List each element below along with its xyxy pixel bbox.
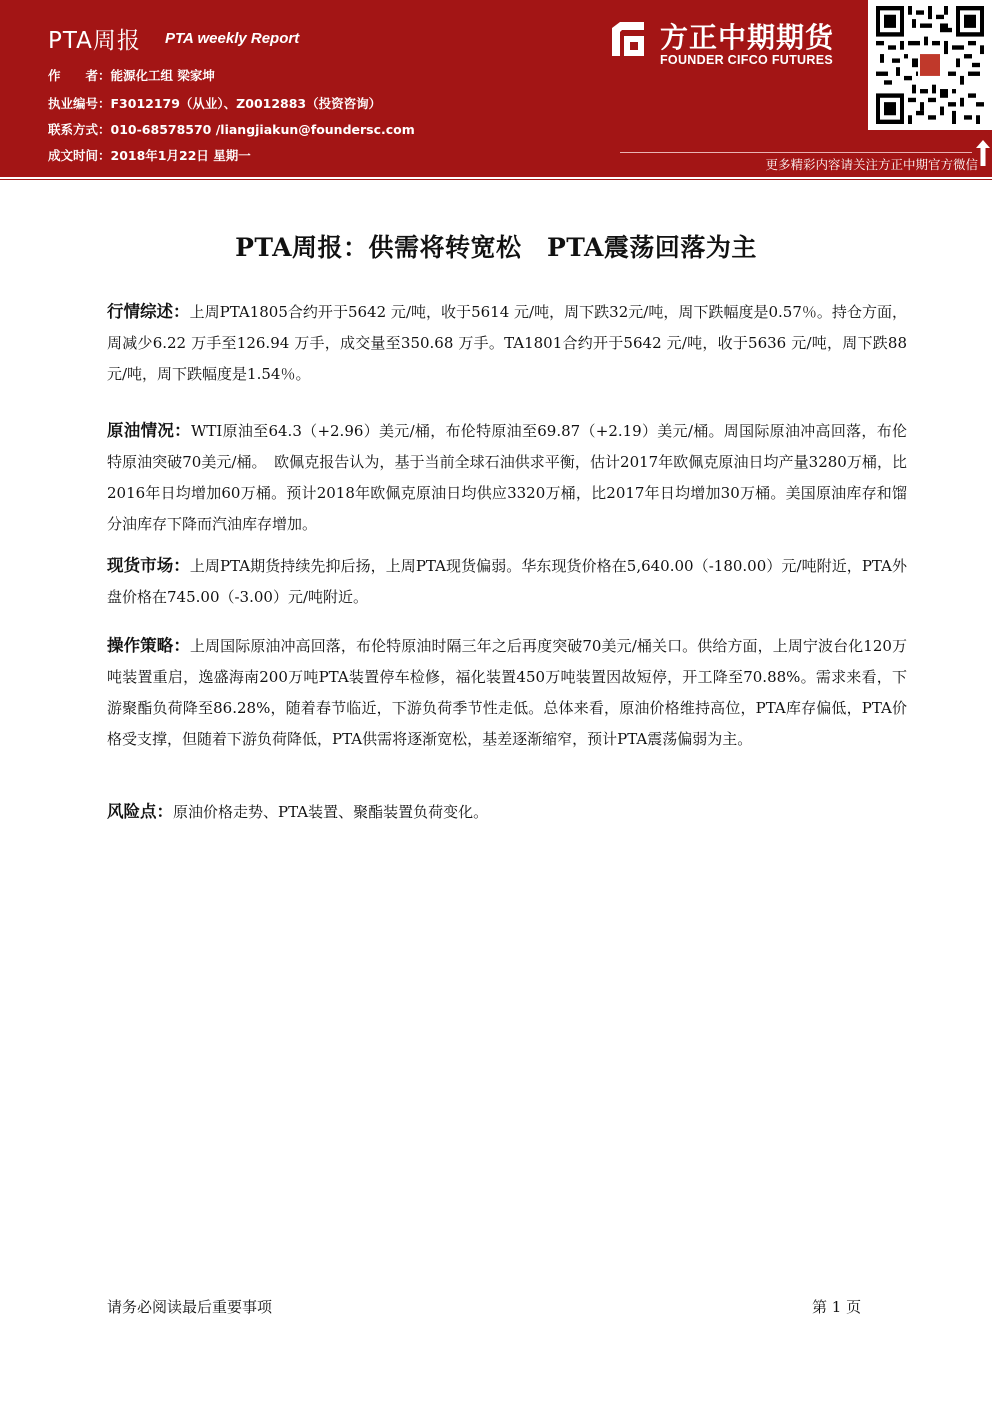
- section-market-overview: [107, 296, 907, 390]
- page-number: 第 1 页: [812, 1298, 862, 1316]
- report-type-subtitle: PTA weekly Report: [165, 30, 300, 47]
- section-label: 原油情况：: [107, 421, 191, 440]
- author-value: 能源化工组 梁家坤: [110, 68, 215, 83]
- license-label: 执业编号：: [48, 96, 111, 111]
- contact-line: [48, 120, 415, 138]
- document-title: PTA周报：供需将转宽松 PTA震荡回落为主: [235, 233, 757, 262]
- wechat-qr-code: [868, 0, 992, 130]
- section-text: 上周PTA期货持续先抑后扬，上周PTA现货偏弱。华东现货价格在5,640.00（-180.00）元/吨附近，PTA外盘价格在745.00（-3.00）元/吨附近。: [107, 557, 907, 606]
- qr-code-icon: [876, 6, 984, 124]
- footer-notice: 请务必阅读最后重要事项: [107, 1298, 273, 1316]
- section-text: 原油价格走势、PTA装置、聚酯装置负荷变化。: [173, 803, 489, 821]
- report-type-title: PTA周报: [48, 28, 141, 54]
- wechat-follow-text: 更多精彩内容请关注方正中期官方微信: [765, 157, 978, 172]
- section-label: 行情综述：: [107, 302, 190, 321]
- section-strategy: [107, 630, 907, 755]
- section-text: 上周PTA1805合约开于5642 元/吨，收于5614 元/吨，周下跌32元/吨，周下跌幅度是0.57％。持仓方面，周减少6.22 万手至126.94 万手，成交量至350.68 万手。TA1801合约开于5642 元/吨，收于5636 元/吨，周下跌88元/吨，周下跌幅度是1.54％。: [107, 303, 907, 383]
- section-label: 现货市场：: [107, 556, 190, 575]
- author-line: [48, 66, 215, 84]
- license-value: F3012179（从业）、Z0012883（投资咨询）: [110, 96, 382, 111]
- header-rule-thin: [0, 179, 992, 180]
- company-logo: [608, 18, 863, 70]
- date-value: 2018年1月22日 星期一: [110, 148, 251, 163]
- section-crude-oil: [107, 415, 907, 540]
- section-text: WTI原油至64.3（+2.96）美元/桶，布伦特原油至69.87（+2.19）美元/桶。周国际原油冲高回落，布伦特原油突破70美元/桶。 欧佩克报告认为，基于当前全球石油供求平衡，估计2017年欧佩克原油日均产量3280万桶，比2016年日均增加60万桶。预计2018年欧佩克原油日均供应3320万桶，比2017年日均增加30万桶。美国原油库存和馏分油库存下降而汽油库存增加。: [107, 422, 908, 533]
- section-risk: [107, 796, 907, 828]
- author-label: 作 者：: [48, 68, 111, 83]
- section-text: 上周国际原油冲高回落，布伦特原油时隔三年之后再度突破70美元/桶关口。供给方面，上周宁波台化120万吨装置重启，逸盛海南200万吨PTA装置停车检修，福化装置450万吨装置因故短停，开工降至70.88%。需求来看，下游聚酯负荷降至86.28%，随着春节临近，下游负荷季节性走低。总体来看，原油价格维持高位，PTA库存偏低，PTA价格受支撑，但随着下游负荷降低，PTA供需将逐渐宽松，基差逐渐缩窄，预计PTA震荡偏弱为主。: [107, 637, 908, 748]
- wechat-divider: [620, 152, 972, 153]
- header-rule: [0, 174, 992, 177]
- up-arrow-icon: [976, 140, 990, 166]
- logo-text-en: FOUNDER CIFCO FUTURES: [660, 53, 833, 67]
- logo-mark-icon: [608, 20, 648, 60]
- license-line: [48, 94, 381, 112]
- section-label: 风险点：: [107, 802, 173, 821]
- contact-label: 联系方式：: [48, 122, 111, 137]
- report-header: [0, 0, 992, 174]
- logo-text-cn: 方正中期期货: [660, 21, 835, 54]
- section-label: 操作策略：: [107, 636, 190, 655]
- date-label: 成文时间：: [48, 148, 111, 163]
- section-spot-market: [107, 550, 907, 613]
- date-line: [48, 146, 251, 164]
- contact-value: 010-68578570 /liangjiakun@foundersc.com: [110, 122, 415, 137]
